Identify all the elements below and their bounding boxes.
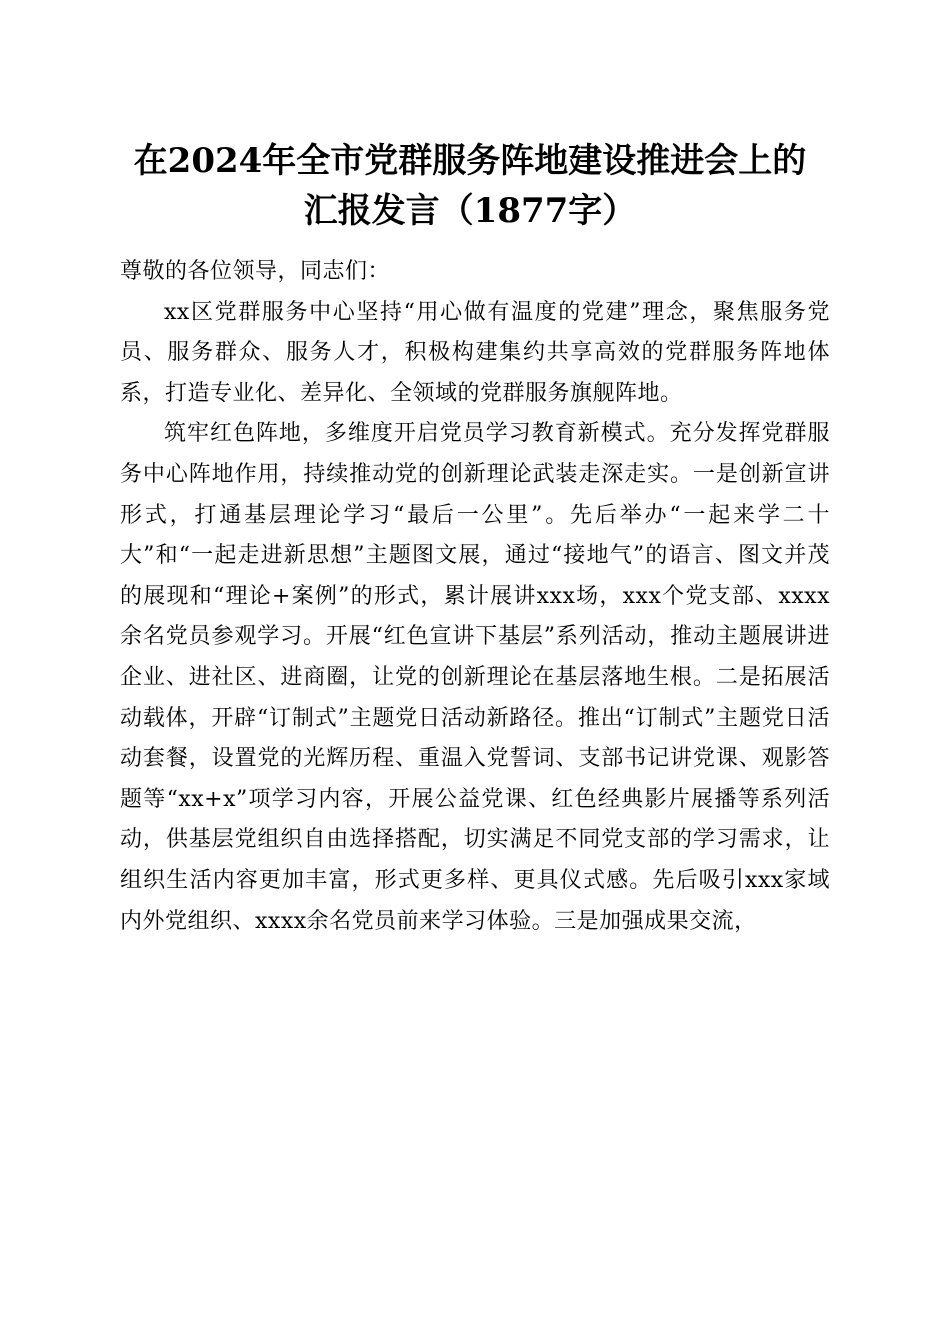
title-line-2: 汇报发言（1877字） — [303, 191, 637, 231]
title-line-1: 在2024年全市党群服务阵地建设推进会上的 — [133, 141, 807, 181]
document-title — [100, 136, 840, 236]
paragraph-intro: xx区党群服务中心坚持“用心做有温度的党建”理念，聚焦服务党员、服务群众、服务人才，积极构建集约共享高效的党群服务阵地体系，打造专业化、差异化、全领域的党群服务旗舰阵地。 — [120, 299, 830, 406]
document-body — [120, 252, 830, 942]
paragraph-red-position: 筑牢红色阵地，多维度开启党员学习教育新模式。充分发挥党群服务中心阵地作用，持续推动党的创新理论武装走深走实。一是创新宣讲形式，打通基层理论学习“最后一公里”。先后举办“一起来学二十大”和“一起走进新思想”主题图文展，通过“接地气”的语言、图文并茂的展现和“理论+案例”的形式，累计展讲xxx场，xxx个党支部、xxxx余名党员参观学习。开展“红色宣讲下基层”系列活动，推动主题展讲进企业、进社区、进商圈，让党的创新理论在基层落地生根。二是拓展活动载体，开辟“订制式”主题党日活动新路径。推出“订制式”主题党日活动套餐，设置党的光辉历程、重温入党誓词、支部书记讲党课、观影答题等“xx+x”项学习内容，开展公益党课、红色经典影片展播等系列活动，供基层党组织自由选择搭配，切实满足不同党支部的学习需求，让组织生活内容更加丰富，形式更多样、更具仪式感。先后吸引xxx家域内外党组织、xxxx余名党员前来学习体验。三是加强成果交流， — [120, 421, 830, 934]
salutation: 尊敬的各位领导，同志们： — [120, 259, 391, 284]
